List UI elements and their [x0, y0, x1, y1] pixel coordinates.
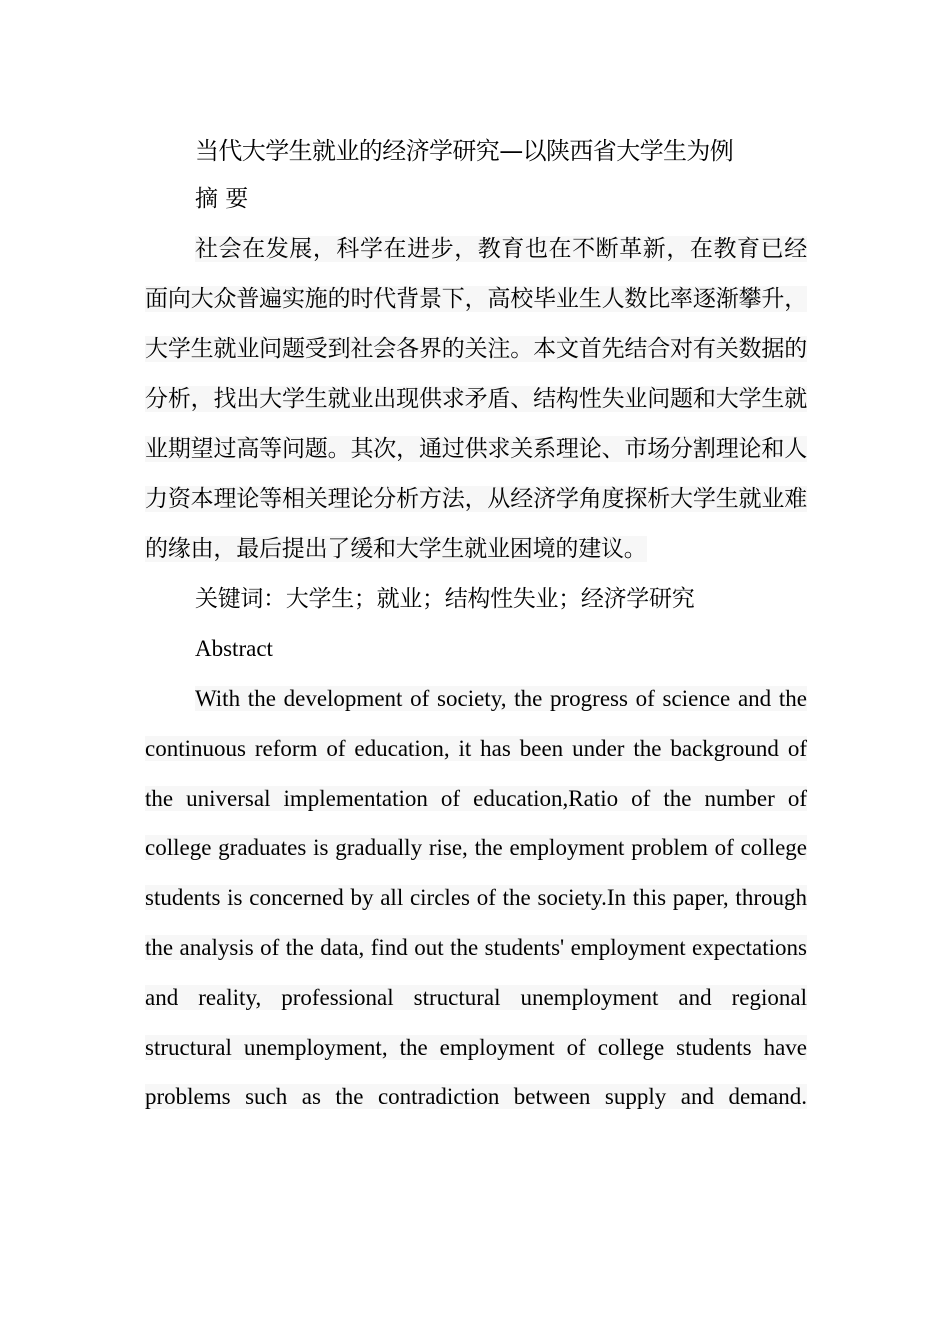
abstract-zh-text: 社会在发展，科学在进步，教育也在不断革新，在教育已经面向大众普遍实施的时代背景下，高校毕业生人数比率逐渐攀升，大学生就业问题受到社会各界的关注。本文首先结合对有关数据的分析，找出大学生就业出现供求矛盾、结构性失业问题和大学生就业期望过高等问题。其次，通过供求关系理论、市场分割理论和人力资本理论等相关理论分析方法，从经济学角度探析大学生就业难的缘由，最后提出了缓和大学生就业困境的建议。 [145, 236, 807, 562]
abstract-zh-paragraph [145, 224, 807, 574]
document-title: 当代大学生就业的经济学研究—以陕西省大学生为例 [195, 137, 734, 165]
abstract-zh-heading: 摘 要 [195, 186, 249, 212]
keywords-zh: 关键词：大学生；就业；结构性失业；经济学研究 [195, 586, 695, 612]
abstract-en-heading: Abstract [195, 636, 273, 661]
abstract-en-paragraph [145, 674, 807, 1122]
document-page [145, 128, 807, 1122]
abstract-en-text: With the development of society, the progress of science and the continuous reform of education, it has been under the background of the universal implementation of education,Ratio of the number of college graduates is gradually rise, the employment problem of college students is concerned by all circles of the society.In this paper, through the analysis of the data, find out the students' employment expectations and reality, professional structural unemployment and regional structural unemployment, the employment of college students have problems such as the contradiction between supply and demand. [145, 686, 807, 1110]
